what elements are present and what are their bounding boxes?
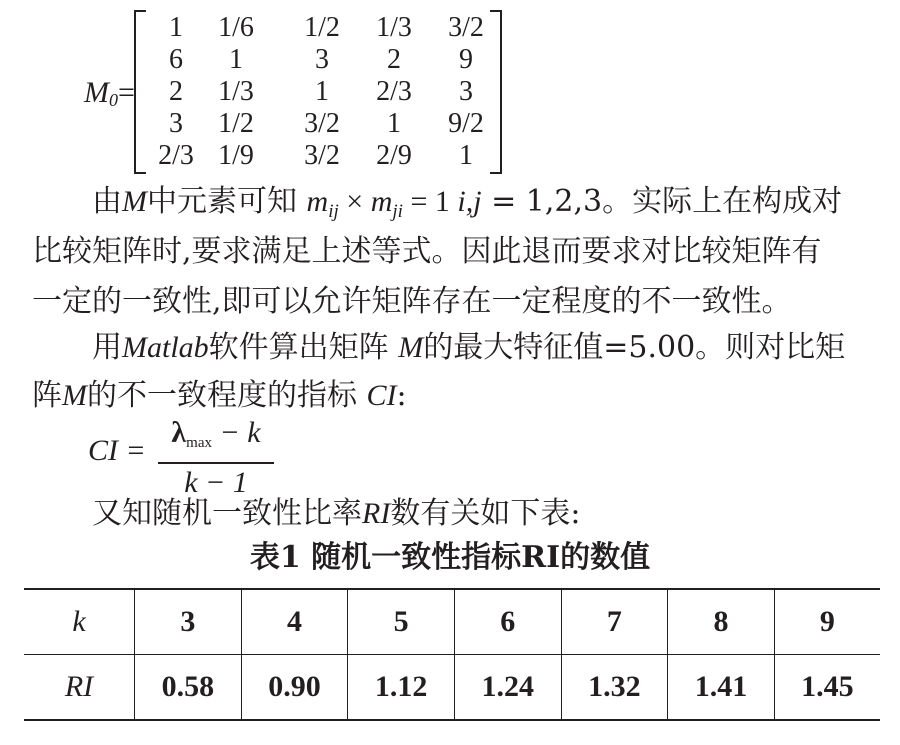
math-times: ×: [338, 185, 371, 218]
matrix-cell: 3/2: [448, 12, 484, 43]
paragraph-2-line-1: [32, 330, 892, 366]
math-eq: = 1: [402, 185, 458, 218]
matrix-cell: 1/3: [218, 76, 254, 107]
math-M: M: [122, 185, 147, 218]
text-span: :: [396, 378, 407, 413]
table-cell: 6: [454, 589, 561, 655]
matrix-cell: 3: [459, 76, 473, 107]
ci-formula-numerator: [158, 416, 274, 460]
paragraph-2-line-2: [32, 378, 892, 414]
ci-formula-denominator: k − 1: [184, 466, 248, 499]
ci-formula: [88, 416, 388, 499]
text-span: 阵: [32, 378, 62, 413]
row-header-ri: RI: [24, 655, 135, 721]
paragraph-1-line-1: [32, 184, 892, 230]
paragraph-3: [32, 496, 892, 532]
fraction-bar: [158, 462, 274, 464]
matrix-label: [84, 76, 135, 111]
text-span: 数有关如下表:: [390, 496, 581, 531]
text-span: 中元素可知: [147, 184, 297, 219]
table-cell: 1.32: [561, 655, 668, 721]
matrix-cell: 1/9: [218, 140, 254, 171]
matrix-cell: 1/2: [304, 12, 340, 43]
table-cell: 4: [241, 589, 348, 655]
matrix-cell: 3: [315, 44, 329, 75]
table-row-k: [24, 589, 880, 655]
text-span: 软件算出矩阵: [208, 330, 389, 365]
math-m: m: [370, 185, 393, 218]
math-RI: RI: [362, 497, 391, 530]
table-cell: 8: [668, 589, 775, 655]
matrix-cell: 1: [387, 108, 401, 139]
table-cell: 7: [561, 589, 668, 655]
matrix-cell: 1: [169, 12, 183, 43]
math-sub-ji: ji: [392, 201, 403, 222]
matrix-cell: 1/3: [376, 12, 412, 43]
matrix-cell: 3/2: [304, 140, 340, 171]
matrix-label-subscript: 0: [109, 90, 118, 110]
text-span: 由: [92, 184, 122, 219]
matrix-cell: 1: [229, 44, 243, 75]
matrix-cell: 6: [169, 44, 183, 75]
math-M: M: [62, 379, 87, 412]
numerator-tail: − k: [212, 416, 261, 449]
matrix-cell: 3/2: [304, 108, 340, 139]
matrix-equation: [0, 0, 900, 180]
matrix-cell: 2/9: [376, 140, 412, 171]
ri-table: [24, 588, 880, 721]
matrix-cell: 1: [315, 76, 329, 107]
matrix-cell: 1/2: [218, 108, 254, 139]
text-span: 用: [92, 330, 122, 365]
table-cell: 1.12: [348, 655, 455, 721]
ci-formula-fraction: [158, 416, 274, 500]
table-cell: 9: [774, 589, 880, 655]
row-header-k: k: [24, 589, 135, 655]
table-cell: 5: [348, 589, 455, 655]
paragraph-1-line-3: 一定的一致性,即可以允许矩阵存在一定程度的不一致性。: [32, 284, 792, 319]
paragraph-1-line-2: 比较矩阵时,要求满足上述等式。因此退而要求对比较矩阵有: [32, 234, 822, 269]
matrix-cell: 3: [169, 108, 183, 139]
table-cell: 3: [135, 589, 242, 655]
matrix-cell: 2: [387, 44, 401, 75]
matrix-cell: 9/2: [448, 108, 484, 139]
table-caption: 表1 随机一致性指标RI的数值: [249, 540, 651, 575]
matrix-label-equals: =: [118, 76, 135, 109]
math-i-j: i,j: [457, 185, 482, 218]
matrix-label-symbol: M: [84, 76, 109, 109]
matrix-cell: 1/6: [218, 12, 254, 43]
ci-formula-lhs: CI =: [88, 434, 146, 467]
text-span: 又知随机一致性比率: [92, 496, 362, 531]
math-M: M: [398, 331, 424, 364]
matrix-cell: 2/3: [376, 76, 412, 107]
table-cell: 0.90: [241, 655, 348, 721]
math-sub-ij: ij: [328, 201, 339, 222]
math-m: m: [306, 185, 329, 218]
text-span: 的最大特征值=5.00。则对比矩: [423, 330, 846, 365]
lambda-symbol: λ: [171, 416, 187, 449]
table-cell: 1.24: [454, 655, 561, 721]
matrix-cell: 9: [459, 44, 473, 75]
table-cell: 0.58: [135, 655, 242, 721]
math-matlab: Matlab: [122, 331, 209, 364]
matrix-cell: 2/3: [158, 140, 194, 171]
matrix-cell: 1: [459, 140, 473, 171]
text-span: 的不一致程度的指标: [87, 378, 357, 413]
text-span: = 1,2,3。实际上在构成对: [481, 184, 843, 219]
table-cell: 1.45: [774, 655, 880, 721]
table-row-ri: [24, 655, 880, 721]
math-CI: CI: [366, 379, 397, 412]
matrix-cell: 2: [169, 76, 183, 107]
table-cell: 1.41: [668, 655, 775, 721]
lambda-subscript-max: max: [186, 435, 212, 451]
